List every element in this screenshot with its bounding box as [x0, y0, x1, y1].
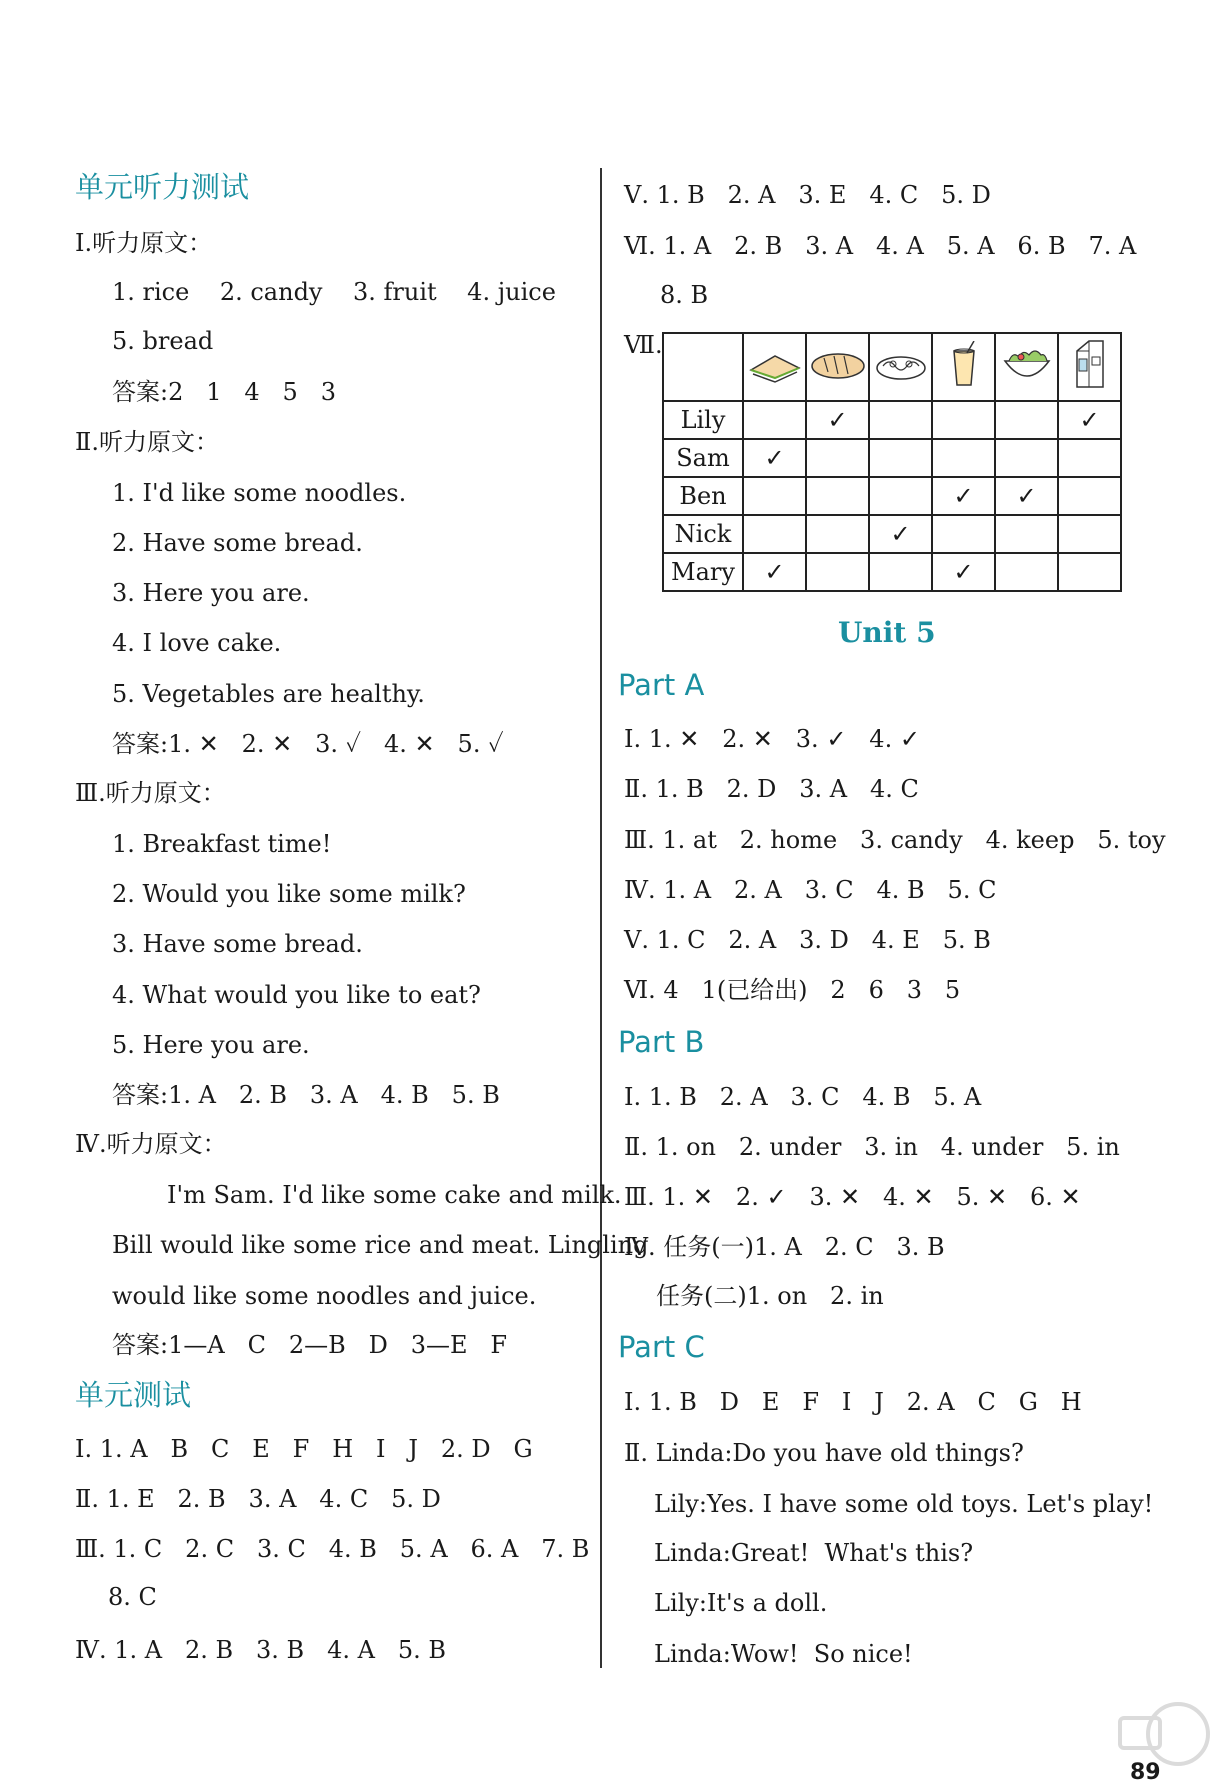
column-divider: [600, 168, 602, 1668]
table-row: [663, 553, 1121, 591]
table-cell: [995, 401, 1058, 439]
q4-passage: Bill would like some rice and meat. Lingling: [112, 1231, 649, 1259]
row-name: Nick: [663, 515, 743, 553]
table-cell: ✓: [806, 401, 869, 439]
table-cell: [869, 401, 932, 439]
dialogue-line: Linda:Great! What's this?: [654, 1539, 974, 1567]
table-cell: ✓: [869, 515, 932, 553]
q3-line: 5. Here you are.: [112, 1031, 310, 1059]
table-cell: [806, 439, 869, 477]
row-name: Mary: [663, 553, 743, 591]
table-cell: ✓: [932, 553, 995, 591]
q2-answer: 答案:1. ✕ 2. ✕ 3. ✓ 4. ✕ 5. ✓: [112, 730, 504, 758]
table-cell: ✓: [743, 553, 806, 591]
test-q3: Ⅲ. 1. C 2. C 3. C 4. B 5. A 6. A 7. B: [75, 1535, 590, 1563]
table-cell: [743, 515, 806, 553]
part-a-q3: Ⅲ. 1. at 2. home 3. candy 4. keep 5. toy: [624, 826, 1166, 854]
table-cell: ✓: [1058, 401, 1121, 439]
table-row: [663, 439, 1121, 477]
q1-words: 1. rice 2. candy 3. fruit 4. juice: [112, 278, 556, 306]
test-q6-cont: 8. B: [660, 281, 709, 309]
q3-label: Ⅲ.听力原文：: [75, 779, 226, 807]
table-row: [663, 477, 1121, 515]
milk-carton-icon: [1065, 337, 1115, 391]
part-c-q1: Ⅰ. 1. B D E F I J 2. A C G H: [624, 1388, 1082, 1416]
q4-label: Ⅳ.听力原文：: [75, 1130, 227, 1158]
table-cell: ✓: [932, 477, 995, 515]
section-heading-listening: 单元听力测试: [75, 170, 250, 204]
table-cell: [932, 439, 995, 477]
row-name: Sam: [663, 439, 743, 477]
part-c-q2: Ⅱ. Linda:Do you have old things?: [624, 1439, 1024, 1467]
q1-words-2: 5. bread: [112, 327, 214, 355]
q3-line: 4. What would you like to eat?: [112, 981, 481, 1009]
table-cell: ✓: [995, 477, 1058, 515]
page-number: 89: [1130, 1760, 1161, 1785]
dialogue-line: Linda:Wow! So nice!: [654, 1640, 913, 1668]
test-q4: Ⅳ. 1. A 2. B 3. B 4. A 5. B: [75, 1636, 446, 1664]
salad-icon: [997, 341, 1057, 387]
table-cell: [743, 401, 806, 439]
table-cell: [869, 553, 932, 591]
q4-answer: 答案:1—A C 2—B D 3—E F: [112, 1331, 508, 1359]
sandwich-icon: [745, 344, 805, 384]
table-cell: [1058, 553, 1121, 591]
test-q2: Ⅱ. 1. E 2. B 3. A 4. C 5. D: [75, 1485, 441, 1513]
table-cell: [995, 515, 1058, 553]
q3-answer: 答案:1. A 2. B 3. A 4. B 5. B: [112, 1081, 500, 1109]
part-b-q4: Ⅳ. 任务(一)1. A 2. C 3. B: [624, 1233, 945, 1261]
table-cell: ✓: [743, 439, 806, 477]
part-b-q1: Ⅰ. 1. B 2. A 3. C 4. B 5. A: [624, 1083, 982, 1111]
q2-line: 3. Here you are.: [112, 579, 310, 607]
unit-title: Unit 5: [838, 616, 936, 649]
q2-line: 1. I'd like some noodles.: [112, 479, 407, 507]
part-b-q4-task2: 任务(二)1. on 2. in: [656, 1282, 884, 1310]
test-q3-cont: 8. C: [108, 1583, 157, 1611]
test-q1: Ⅰ. 1. A B C E F H I J 2. D G: [75, 1435, 533, 1463]
q2-line: 5. Vegetables are healthy.: [112, 680, 425, 708]
q2-line: 2. Have some bread.: [112, 529, 363, 557]
part-a-q2: Ⅱ. 1. B 2. D 3. A 4. C: [624, 775, 919, 803]
table-cell: [995, 553, 1058, 591]
table-cell: [806, 553, 869, 591]
part-b-q2: Ⅱ. 1. on 2. under 3. in 4. under 5. in: [624, 1133, 1120, 1161]
table-cell: [869, 439, 932, 477]
q3-line: 2. Would you like some milk?: [112, 880, 466, 908]
q4-passage: I'm Sam. I'd like some cake and milk.: [167, 1181, 622, 1209]
table-cell: [932, 401, 995, 439]
row-name: Lily: [663, 401, 743, 439]
q1-label: Ⅰ.听力原文：: [75, 229, 213, 257]
part-a-q1: Ⅰ. 1. ✕ 2. ✕ 3. ✓ 4. ✓: [624, 725, 920, 753]
noodles-icon: [871, 344, 931, 384]
part-a-q4: Ⅳ. 1. A 2. A 3. C 4. B 5. C: [624, 876, 997, 904]
dialogue-line: Lily:Yes. I have some old toys. Let's play!: [654, 1490, 1154, 1518]
table-cell: [1058, 515, 1121, 553]
table-row: [663, 515, 1121, 553]
juice-icon: [934, 341, 994, 387]
dialogue-line: Lily:It's a doll.: [654, 1589, 828, 1617]
part-b-q3: Ⅲ. 1. ✕ 2. ✓ 3. ✕ 4. ✕ 5. ✕ 6. ✕: [624, 1183, 1081, 1211]
part-b-heading: Part B: [618, 1025, 705, 1059]
table-cell: [743, 477, 806, 515]
section-heading-unit-test: 单元测试: [75, 1378, 192, 1412]
table-cell: [932, 515, 995, 553]
q3-line: 1. Breakfast time!: [112, 830, 332, 858]
part-a-heading: Part A: [618, 668, 705, 702]
part-a-q5: Ⅴ. 1. C 2. A 3. D 4. E 5. B: [624, 926, 991, 954]
q1-answer: 答案:2 1 4 5 3: [112, 378, 336, 406]
test-q6: Ⅵ. 1. A 2. B 3. A 4. A 5. A 6. B 7. A: [624, 232, 1137, 260]
q2-line: 4. I love cake.: [112, 629, 282, 657]
table-cell: [1058, 439, 1121, 477]
test-q5: Ⅴ. 1. B 2. A 3. E 4. C 5. D: [624, 181, 991, 209]
table-cell: [1058, 477, 1121, 515]
food-table: [662, 332, 1122, 592]
table-cell: [995, 439, 1058, 477]
part-a-q6: Ⅵ. 4 1(已给出) 2 6 3 5: [624, 976, 961, 1004]
q2-label: Ⅱ.听力原文：: [75, 428, 219, 456]
table-cell: [806, 515, 869, 553]
table-cell: [806, 477, 869, 515]
q3-line: 3. Have some bread.: [112, 930, 363, 958]
part-c-heading: Part C: [618, 1330, 705, 1364]
q4-passage: would like some noodles and juice.: [112, 1282, 537, 1310]
table-corner: [663, 333, 743, 401]
table-cell: [869, 477, 932, 515]
row-name: Ben: [663, 477, 743, 515]
test-q7-label: Ⅶ.: [624, 331, 663, 359]
bread-icon: [808, 344, 868, 384]
table-row: [663, 401, 1121, 439]
